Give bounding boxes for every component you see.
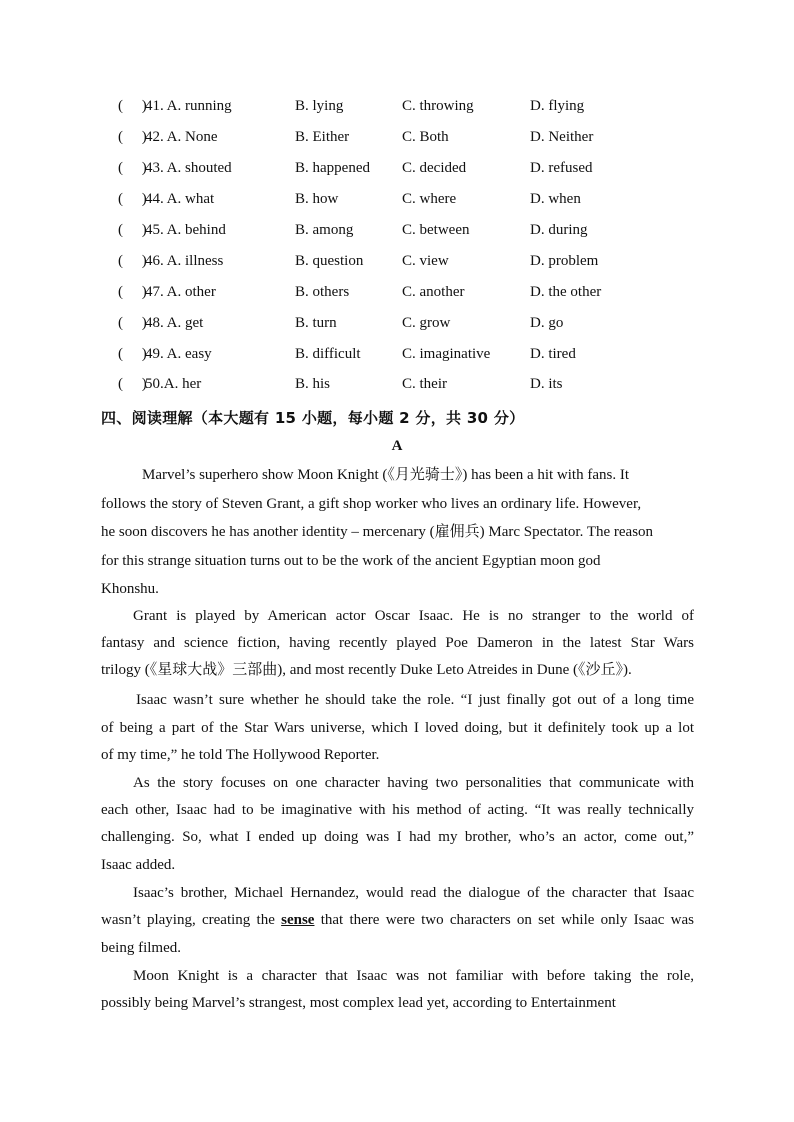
option-b: B. happened: [295, 160, 370, 176]
passage-line: [101, 993, 694, 1013]
answer-blank: ( ): [118, 191, 147, 207]
option-b: B. turn: [295, 315, 337, 331]
option-c: C. between: [402, 222, 470, 238]
option-c: C. decided: [402, 160, 467, 176]
passage-line: [101, 465, 694, 485]
passage-line: [101, 579, 694, 599]
option-d: D. its: [530, 376, 563, 392]
option-b: B. his: [295, 376, 331, 392]
passage-text: each other, Isaac had to be imaginative with his method of acting. “It was really technically: [101, 802, 694, 818]
passage-line: [101, 966, 694, 986]
option-c: C. their: [402, 376, 447, 392]
option-a: 46. A. illness: [145, 253, 224, 269]
answer-blank: ( ): [118, 129, 147, 145]
answer-blank: ( ): [118, 160, 147, 176]
option-a: 45. A. behind: [145, 222, 226, 238]
question-row: [0, 220, 794, 240]
passage-text: Grant is played by American actor Oscar Isaac. He is no stranger to the world of: [133, 608, 694, 624]
passage-text: Isaac added.: [101, 857, 176, 873]
option-d: D. flying: [530, 98, 585, 114]
passage-text: he soon discovers he has another identity – mercenary (雇佣兵) Marc Spectator. The reason: [101, 524, 654, 540]
passage-text: Moon Knight is a character that Isaac was not familiar with before taking the role,: [133, 968, 694, 984]
option-c: C. imaginative: [402, 346, 491, 362]
answer-blank: ( ): [118, 315, 147, 331]
passage-line: [101, 800, 694, 820]
question-row: [0, 158, 794, 178]
option-c: C. Both: [402, 129, 449, 145]
passage-line: [101, 660, 694, 680]
passage-text: being filmed.: [101, 940, 181, 956]
passage-line: [101, 718, 694, 738]
passage-text: As the story focuses on one character having two personalities that communicate with: [133, 775, 694, 791]
passage-line: [101, 606, 694, 626]
passage-text: trilogy (《星球大战》三部曲), and most recently Duke Leto Atreides in Dune (《沙丘》).: [101, 662, 632, 678]
option-a: 42. A. None: [145, 129, 218, 145]
option-b: B. Either: [295, 129, 350, 145]
answer-blank: ( ): [118, 346, 147, 362]
passage-text: follows the story of Steven Grant, a gift shop worker who lives an ordinary life. However,: [101, 496, 642, 512]
option-d: D. refused: [530, 160, 593, 176]
question-row: [0, 251, 794, 271]
option-a: 47. A. other: [145, 284, 216, 300]
passage-line: [101, 690, 694, 710]
passage-text: Isaac’s brother, Michael Hernandez, would read the dialogue of the character that Isaac: [133, 885, 694, 901]
option-d: D. the other: [530, 284, 602, 300]
option-c: C. grow: [402, 315, 451, 331]
question-row: [0, 96, 794, 116]
option-c: C. another: [402, 284, 465, 300]
answer-blank: ( ): [118, 222, 147, 238]
option-a: 49. A. easy: [145, 346, 212, 362]
option-d: D. Neither: [530, 129, 594, 145]
passage-line: [101, 522, 694, 542]
passage-title: A: [391, 438, 403, 454]
passage-text: that there were two characters on set while only Isaac was: [314, 912, 694, 928]
passage-line: [101, 883, 694, 903]
option-d: D. problem: [530, 253, 599, 269]
passage-line: [101, 494, 694, 514]
question-row: [0, 313, 794, 333]
passage-line: [101, 855, 694, 875]
section-heading: 四、阅读理解（本大题有 15 小题，每小题 2 分，共 30 分）: [101, 409, 525, 427]
passage-line: [101, 938, 694, 958]
option-b: B. others: [295, 284, 350, 300]
passage-line: [101, 745, 694, 765]
answer-blank: ( ): [118, 253, 147, 269]
passage-text: Isaac wasn’t sure whether he should take the role. “I just finally got out of a long time: [136, 692, 694, 708]
option-a: 43. A. shouted: [145, 160, 232, 176]
answer-blank: ( ): [118, 284, 147, 300]
option-d: D. during: [530, 222, 588, 238]
option-b: B. difficult: [295, 346, 361, 362]
option-b: B. lying: [295, 98, 344, 114]
option-b: B. question: [295, 253, 364, 269]
option-b: B. how: [295, 191, 339, 207]
answer-blank: ( ): [118, 98, 147, 114]
passage-text: for this strange situation turns out to be the work of the ancient Egyptian moon god: [101, 553, 601, 569]
passage-text: wasn’t playing, creating the: [101, 912, 282, 928]
option-d: D. when: [530, 191, 581, 207]
question-row: [0, 189, 794, 209]
passage-text: fantasy and science fiction, having recently played Poe Dameron in the latest Star Wars: [101, 635, 694, 651]
option-c: C. where: [402, 191, 457, 207]
question-row: [0, 374, 794, 394]
passage-text: possibly being Marvel’s strangest, most complex lead yet, according to Entertainment: [101, 995, 616, 1011]
option-d: D. tired: [530, 346, 576, 362]
underlined-keyword: sense: [281, 912, 315, 928]
passage-text: of being a part of the Star Wars universe, which I loved doing, but it definitely took up a lot: [101, 720, 694, 736]
option-a: 48. A. get: [145, 315, 204, 331]
question-row: [0, 344, 794, 364]
option-a: 41. A. running: [145, 98, 232, 114]
question-row: [0, 127, 794, 147]
passage-line: [101, 551, 694, 571]
passage-line: [101, 633, 694, 653]
passage-text: Marvel’s superhero show Moon Knight (《月光骑士》) has been a hit with fans. It: [142, 467, 630, 483]
question-row: [0, 282, 794, 302]
passage-line: [101, 773, 694, 793]
option-a: 50.A. her: [145, 376, 202, 392]
passage-text: of my time,” he told The Hollywood Reporter.: [101, 747, 380, 763]
passage-line: [101, 910, 694, 930]
option-b: B. among: [295, 222, 354, 238]
answer-blank: ( ): [118, 376, 147, 392]
passage-line: [101, 827, 694, 847]
passage-text: Khonshu.: [101, 581, 159, 597]
option-c: C. throwing: [402, 98, 474, 114]
passage-text: challenging. So, what I ended up doing was I had my brother, who’s an actor, come out,”: [101, 829, 694, 845]
option-c: C. view: [402, 253, 449, 269]
option-a: 44. A. what: [145, 191, 215, 207]
option-d: D. go: [530, 315, 564, 331]
